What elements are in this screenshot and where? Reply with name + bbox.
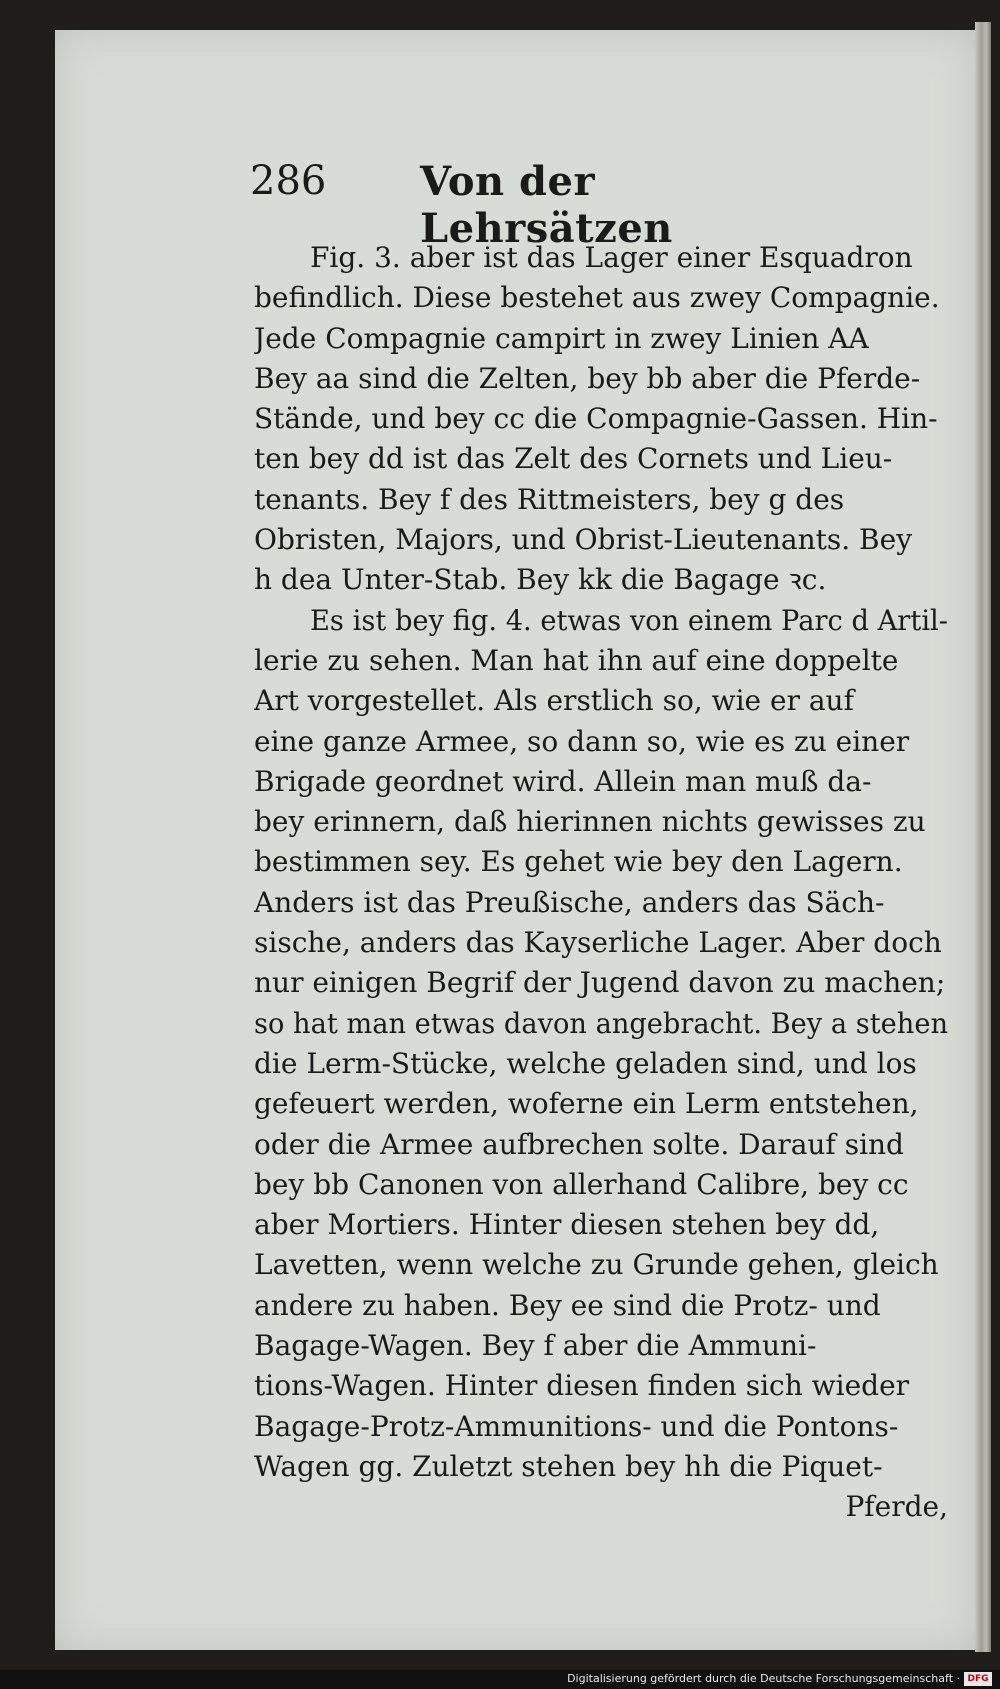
text-line: Art vorgestellet. Als erstlich so, wie er auf [254, 684, 854, 718]
catchword: Pferde, [845, 1490, 948, 1524]
page-header [250, 158, 790, 252]
text-line: andere zu haben. Bey ee sind die Protz- und [254, 1288, 881, 1322]
text-line: Wagen gg. Zuletzt stehen bey hh die Piquet- [254, 1449, 883, 1483]
dfg-credit: Digitalisierung gefördert durch die Deutsche Forschungsgemeinschaft · [567, 1672, 960, 1685]
page-number: 286 [250, 158, 327, 204]
text-line: bey erinnern, daß hierinnen nichts gewisses zu [254, 805, 926, 839]
text-line: Fig. 3. aber ist das Lager einer Esquadron [310, 241, 913, 274]
text-line: Anders ist das Preußische, anders das Säch- [254, 885, 885, 919]
text-line: oder die Armee aufbrechen solte. Darauf sind [254, 1127, 904, 1161]
text-line: Obristen, Majors, und Obrist-Lieutenants. Bey [254, 523, 913, 557]
text-line: h dea Unter-Stab. Bey kk die Bagage ꝛc. [254, 563, 827, 597]
text-line: sische, anders das Kayserliche Lager. Aber doch [254, 926, 942, 960]
text-line: Bey aa sind die Zelten, bey bb aber die Pferde- [254, 361, 921, 395]
text-line: eine ganze Armee, so dann so, wie es zu einer [254, 724, 910, 758]
text-line: die Lerm-Stücke, welche geladen sind, und los [254, 1046, 917, 1080]
text-line: so hat man etwas davon angebracht. Bey a stehen [254, 1006, 948, 1040]
running-title: Von der Lehrsätzen [420, 158, 673, 252]
text-line: gefeuert werden, woferne ein Lerm entstehen, [254, 1087, 919, 1121]
text-line: befindlich. Diese bestehet aus zwey Compagnie. [254, 281, 940, 315]
page-edge [975, 22, 991, 1652]
dfg-logo-icon: DFG [964, 1672, 992, 1686]
body-text [254, 238, 948, 1528]
text-line: tions-Wagen. Hinter diesen finden sich wieder [254, 1369, 910, 1403]
text-line: Bagage-Wagen. Bey f aber die Ammuni- [254, 1329, 817, 1363]
text-line: tenants. Bey f des Rittmeisters, bey g des [254, 482, 845, 516]
text-line: Brigade geordnet wird. Allein man muß da- [254, 764, 872, 798]
text-line: ten bey dd ist das Zelt des Cornets und Lieu- [254, 442, 893, 476]
text-line: nur einigen Begrif der Jugend davon zu machen; [254, 966, 946, 1000]
text-line: aber Mortiers. Hinter diesen stehen bey dd, [254, 1208, 880, 1242]
text-line: Es ist bey fig. 4. etwas von einem Parc d Artil- [310, 603, 948, 637]
text-line: bestimmen sey. Es gehet wie bey den Lagern. [254, 845, 903, 879]
text-line: Jede Compagnie campirt in zwey Linien AA [254, 321, 869, 355]
text-line: Lavetten, wenn welche zu Grunde gehen, gleich [254, 1248, 939, 1282]
digitization-footer [0, 1670, 1000, 1689]
text-line: lerie zu sehen. Man hat ihn auf eine doppelte [254, 643, 899, 677]
text-line: Bagage-Protz-Ammunitions- und die Pontons- [254, 1409, 899, 1443]
text-line: Stände, und bey cc die Compagnie-Gassen. Hin- [254, 402, 938, 436]
text-line: bey bb Canonen von allerhand Calibre, bey cc [254, 1167, 909, 1201]
